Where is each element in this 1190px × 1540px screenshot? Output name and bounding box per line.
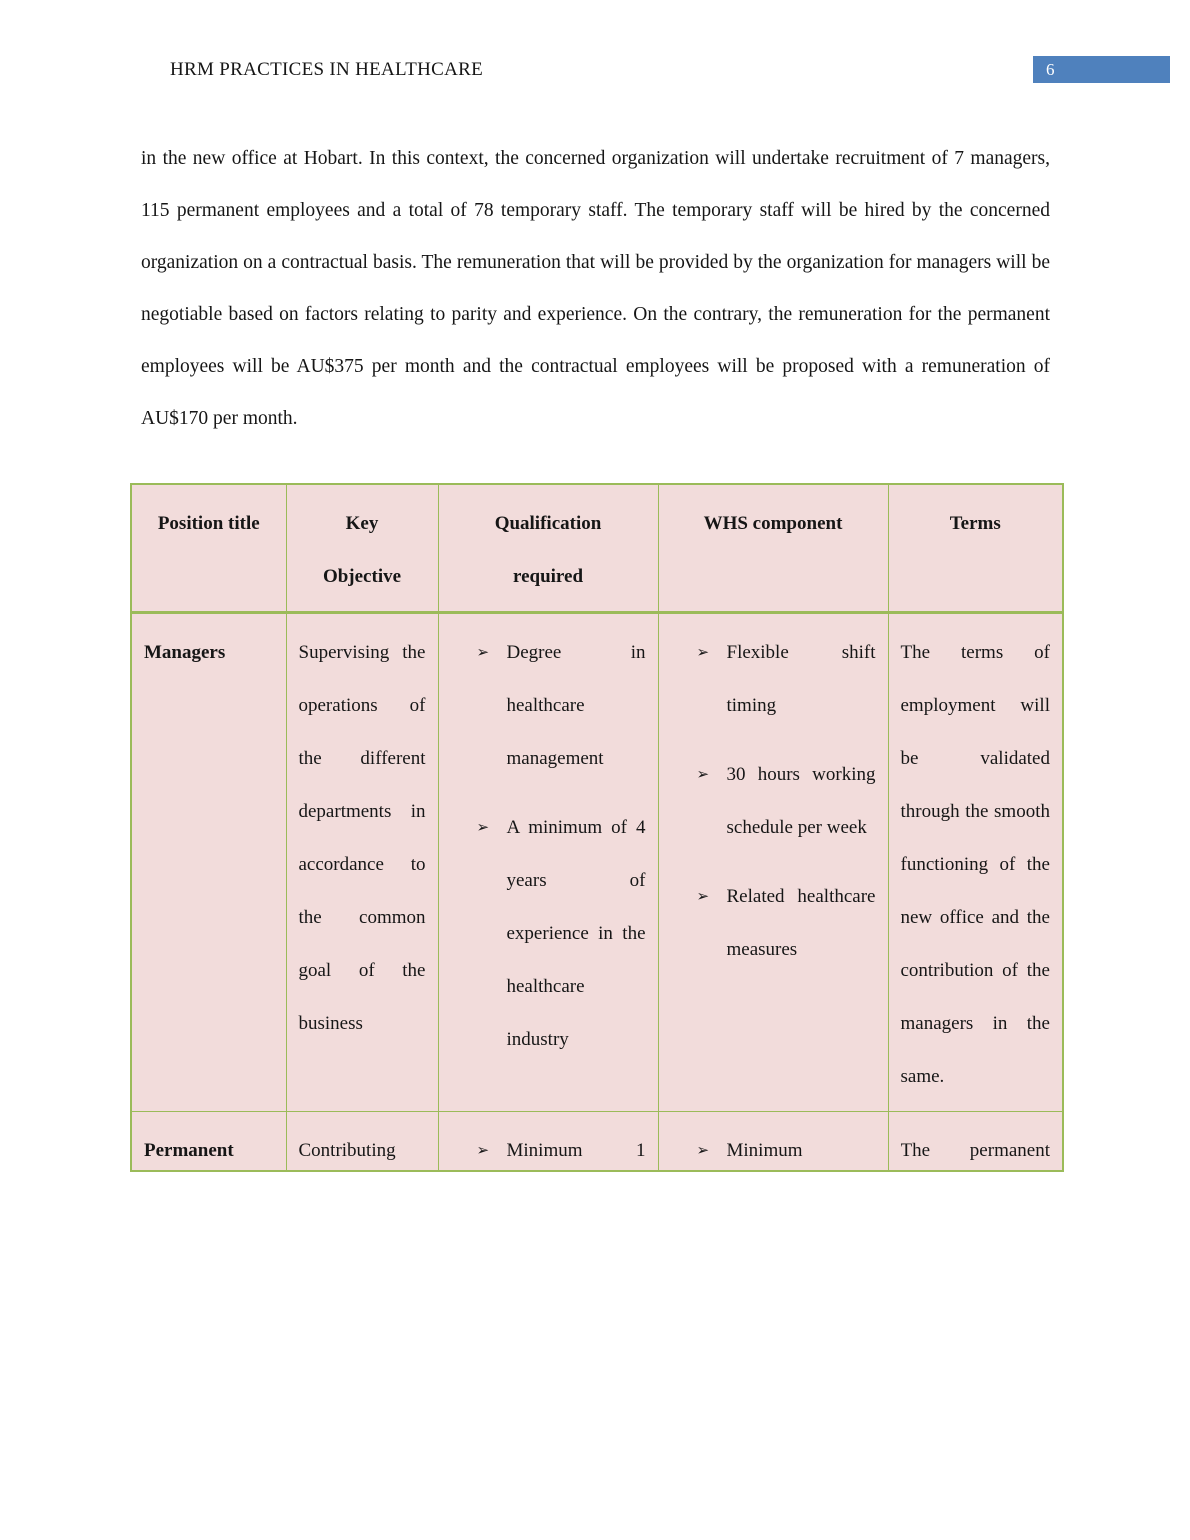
header-title: HRM PRACTICES IN HEALTHCARE — [170, 58, 484, 80]
cell-key-objective — [286, 1112, 438, 1172]
body-paragraph: in the new office at Hobart. In this context, the concerned organization will undertake recruitment of 7 managers, 115 permanent employees and a total of 78 temporary staff. The temporary staff will be hired by the concerned organization on a contractual basis. The remuneration that will be provided by the organization for managers will be negotiable based on factors relating to parity and experience. On the contrary, the remuneration for the permanent employees will be AU$375 per month and the contractual employees will be proposed with a remuneration of AU$170 per month. — [141, 148, 1050, 429]
column-header-whs-component — [658, 484, 888, 613]
column-header-qualification-required — [438, 484, 658, 613]
qualification-item: Minimum 1 — [506, 1140, 646, 1161]
arrow-bullet-icon: ➢ — [696, 1141, 710, 1159]
list-item — [697, 870, 876, 976]
arrow-bullet-icon: ➢ — [696, 765, 710, 783]
header-line: Objective — [322, 566, 402, 587]
key-objective-text: Supervising the operations of the different departments in accordance to the common goal of the business — [298, 642, 426, 1034]
cell-terms — [888, 1112, 1063, 1172]
list-item — [697, 748, 876, 854]
header-line: WHS component — [703, 513, 843, 534]
cell-whs-component — [658, 1112, 888, 1172]
cell-position-title — [131, 1112, 286, 1172]
list-item — [697, 626, 876, 732]
position-title-text: Permanent — [144, 1140, 234, 1161]
header-line: Position title — [157, 513, 260, 534]
list-item — [697, 1124, 876, 1170]
header-line: Qualification — [494, 513, 602, 534]
arrow-bullet-icon: ➢ — [476, 643, 490, 661]
document-header — [0, 0, 1190, 83]
table-header-row — [131, 484, 1063, 613]
column-header-key-objective — [286, 484, 438, 613]
header-line: required — [512, 566, 584, 587]
position-title-text: Managers — [144, 642, 226, 663]
header-line: Terms — [949, 513, 1001, 534]
cell-whs-component — [658, 613, 888, 1112]
header-line: Key — [345, 513, 379, 534]
arrow-bullet-icon: ➢ — [696, 887, 710, 905]
list-item — [477, 801, 646, 1066]
qualification-item: A minimum of 4 years of experience in the healthcare industry — [506, 817, 646, 1050]
column-header-terms — [888, 484, 1063, 613]
positions-table — [130, 483, 1064, 1172]
list-item — [477, 626, 646, 785]
cell-key-objective — [286, 613, 438, 1112]
cell-position-title — [131, 613, 286, 1112]
qualification-item: Degree in healthcare management — [506, 642, 646, 769]
whs-item: Flexible shift timing — [726, 642, 876, 716]
whs-item: Minimum — [726, 1140, 803, 1161]
key-objective-text: Contributing — [298, 1140, 396, 1161]
page-number: 6 — [1046, 59, 1055, 79]
page-number-badge — [1033, 56, 1170, 83]
cell-qualification — [438, 613, 658, 1112]
list-item — [477, 1124, 646, 1170]
whs-item: Related healthcare measures — [726, 886, 876, 960]
cell-qualification — [438, 1112, 658, 1172]
whs-item: 30 hours working schedule per week — [726, 764, 876, 838]
arrow-bullet-icon: ➢ — [476, 818, 490, 836]
terms-text: The permanent — [900, 1140, 1050, 1161]
cell-terms — [888, 613, 1063, 1112]
arrow-bullet-icon: ➢ — [696, 643, 710, 661]
table-row-permanent — [131, 1112, 1063, 1172]
terms-text: The terms of employment will be validated through the smooth functioning of the new office and the contribution of the managers in the same. — [900, 642, 1050, 1087]
table-row-managers — [131, 613, 1063, 1112]
arrow-bullet-icon: ➢ — [476, 1141, 490, 1159]
column-header-position-title — [131, 484, 286, 613]
